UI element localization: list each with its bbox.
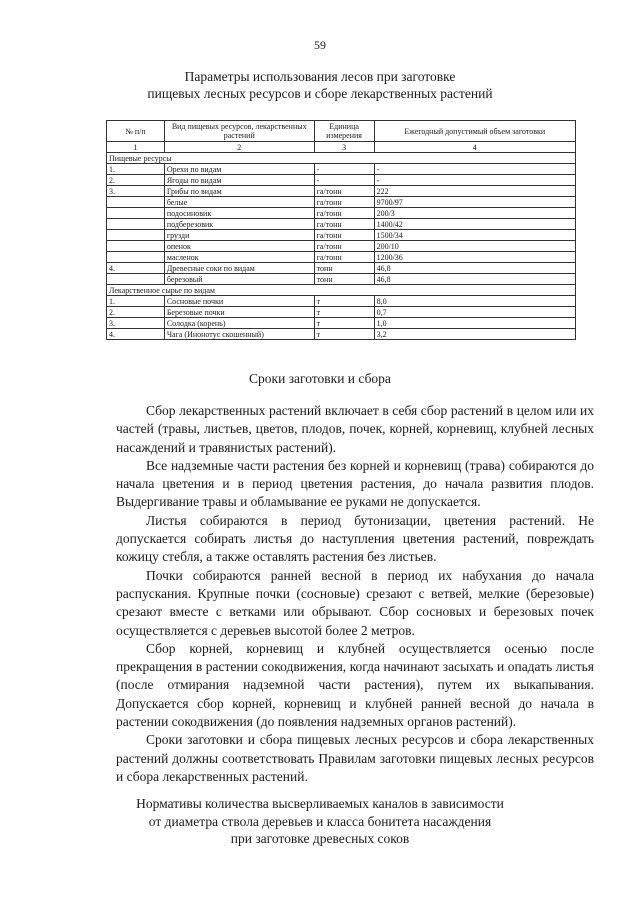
drilling-norms-title <box>0 795 640 848</box>
paragraph: Почки собираются ранней весной в период их набухания до начала распускания. Крупные почки (сосновые) срезают с ветвей, мелкие (березовые) срезают вместе с ветками или обрывают. Сбор сосновых и березовых почек осуществляется с деревьев высотой более 2 метров. <box>116 567 594 638</box>
cell-resource-name: белые <box>164 197 314 208</box>
cell-unit: - <box>314 164 374 175</box>
cell-unit: тонн <box>314 274 374 285</box>
table-row <box>107 329 576 340</box>
section-heading: Пищевые ресурсы <box>107 153 576 164</box>
table-row <box>107 252 576 263</box>
header-resource-type: Вид пищевых ресурсов, лекарственных растений <box>164 121 314 142</box>
cell-number: 2. <box>107 307 165 318</box>
cell-resource-name: Грибы по видам <box>164 186 314 197</box>
cell-resource-name: подберезовик <box>164 219 314 230</box>
header-unit: Единица измерения <box>314 121 374 142</box>
table-row <box>107 219 576 230</box>
table-title <box>0 68 640 102</box>
cell-number: 1. <box>107 164 165 175</box>
cell-resource-name: Древесные соки по видам <box>164 263 314 274</box>
cell-volume: 3,2 <box>374 329 575 340</box>
page-number: 59 <box>314 38 326 52</box>
cell-unit: га/тонн <box>314 230 374 241</box>
cell-number: 3. <box>107 186 165 197</box>
paragraph: Сбор корней, корневищ и клубней осуществляется осенью после прекращения в растении сокодвижения, когда начинают засыхать и опадать листья (после отмирания надземной части растения), путем их выкапывания. Допускается сбор корней, корневищ и клубней ранней весной до начала в растении сокодвижения (до появления надземных органов растений). <box>116 640 594 730</box>
cell-volume: - <box>374 175 575 186</box>
cell-unit: га/тонн <box>314 219 374 230</box>
cell-resource-name: Ягоды по видам <box>164 175 314 186</box>
cell-unit: га/тонн <box>314 186 374 197</box>
section-title: Сроки заготовки и сбора <box>249 371 391 386</box>
cell-resource-name: подосиновик <box>164 208 314 219</box>
cell-unit: тонн <box>314 263 374 274</box>
table-body <box>107 153 576 340</box>
cell-number: 1. <box>107 296 165 307</box>
table-section-row <box>107 285 576 296</box>
table-header-row <box>107 121 576 142</box>
cell-number <box>107 208 165 219</box>
cell-unit: т <box>314 318 374 329</box>
body-text <box>116 402 594 786</box>
cell-number <box>107 252 165 263</box>
cell-number: 4. <box>107 263 165 274</box>
header-number: № п/п <box>107 121 165 142</box>
cell-volume: 46,8 <box>374 274 575 285</box>
table-title-line-2: пищевых лесных ресурсов и сборе лекарственных растений <box>147 86 493 101</box>
cell-volume: 8,0 <box>374 296 575 307</box>
column-number: 2 <box>164 142 314 153</box>
bottom-title-line: от диаметра ствола деревьев и класса бонитета насаждения <box>148 813 492 829</box>
header-annual-volume: Ежегодный допустимый объем заготовки <box>374 121 575 142</box>
cell-number <box>107 241 165 252</box>
cell-volume: 1500/34 <box>374 230 575 241</box>
cell-number <box>107 230 165 241</box>
cell-number <box>107 274 165 285</box>
cell-volume: - <box>374 164 575 175</box>
paragraph: Сроки заготовки и сбора пищевых лесных ресурсов и сбора лекарственных растений должны соответствовать Правилам заготовки пищевых лесных ресурсов и сбора лекарственных растений. <box>116 732 594 784</box>
cell-resource-name: Солодка (корень) <box>164 318 314 329</box>
cell-unit: т <box>314 296 374 307</box>
table-row <box>107 296 576 307</box>
cell-resource-name: Сосновые почки <box>164 296 314 307</box>
table-row <box>107 186 576 197</box>
cell-resource-name: масленок <box>164 252 314 263</box>
bottom-title-line: Нормативы количества высверливаемых каналов в зависимости <box>136 796 504 811</box>
table-section-row <box>107 153 576 164</box>
cell-volume: 1200/36 <box>374 252 575 263</box>
cell-resource-name: грузди <box>164 230 314 241</box>
cell-unit: т <box>314 307 374 318</box>
cell-number <box>107 197 165 208</box>
cell-volume: 1,0 <box>374 318 575 329</box>
table-row <box>107 164 576 175</box>
table-row <box>107 175 576 186</box>
forest-use-parameters-table <box>106 120 576 340</box>
paragraph: Сбор лекарственных растений включает в себя сбор растений в целом или их частей (травы, листьев, цветов, плодов, почек, корней, корневищ, клубней лесных насаждений и травянистых растений). <box>116 403 594 455</box>
cell-resource-name: березовый <box>164 274 314 285</box>
paragraph: Все надземные части растения без корней и корневищ (трава) собираются до начала цветения и в период цветения растения, до начала развития плодов. Выдергивание травы и обламывание ее руками не допускается. <box>116 457 594 510</box>
cell-volume: 1400/42 <box>374 219 575 230</box>
cell-volume: 9700/97 <box>374 197 575 208</box>
cell-volume: 200/10 <box>374 241 575 252</box>
table-row <box>107 318 576 329</box>
cell-number: 2. <box>107 175 165 186</box>
section-heading: Лекарственное сырье по видам <box>107 285 576 296</box>
cell-volume: 0,7 <box>374 307 575 318</box>
cell-unit: т <box>314 329 374 340</box>
cell-number <box>107 219 165 230</box>
cell-volume: 46,8 <box>374 263 575 274</box>
bottom-title-line: при заготовке древесных соков <box>230 831 410 846</box>
cell-number: 4. <box>107 329 165 340</box>
table-row <box>107 208 576 219</box>
cell-resource-name: опенок <box>164 241 314 252</box>
table-row <box>107 307 576 318</box>
cell-volume: 222 <box>374 186 575 197</box>
cell-unit: га/тонн <box>314 252 374 263</box>
cell-unit: га/тонн <box>314 241 374 252</box>
column-number: 4 <box>374 142 575 153</box>
table-row <box>107 197 576 208</box>
cell-resource-name: Чага (Инонотус скошенный) <box>164 329 314 340</box>
table-row <box>107 230 576 241</box>
cell-resource-name: Орехи по видам <box>164 164 314 175</box>
cell-unit: га/тонн <box>314 197 374 208</box>
column-number: 3 <box>314 142 374 153</box>
table-row <box>107 241 576 252</box>
table-row <box>107 274 576 285</box>
cell-unit: га/тонн <box>314 208 374 219</box>
cell-volume: 200/3 <box>374 208 575 219</box>
cell-resource-name: Березовые почки <box>164 307 314 318</box>
cell-number: 3. <box>107 318 165 329</box>
table-title-line-1: Параметры использования лесов при заготовке <box>184 69 456 84</box>
paragraph: Листья собираются в период бутонизации, цветения растений. Не допускается собирать листья до наступления цветения растений, повреждать кожицу стебля, а также оставлять растения без листьев. <box>116 512 594 565</box>
column-numbers-row <box>107 142 576 153</box>
column-number: 1 <box>107 142 165 153</box>
cell-unit: - <box>314 175 374 186</box>
table-row <box>107 263 576 274</box>
